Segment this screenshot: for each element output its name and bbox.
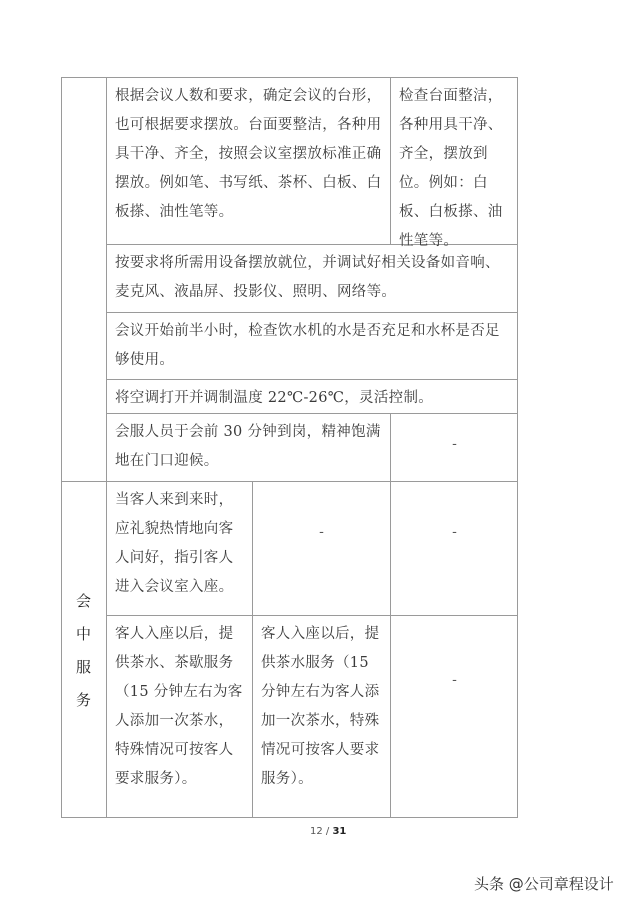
empty-cell-dash: - <box>319 524 324 540</box>
col-divider <box>390 413 391 818</box>
table-cell: 客人入座以后，提供茶水服务（15 分钟左右为客人添加一次茶水，特殊情况可按客人要求服务）。 <box>261 626 380 787</box>
table-cell: 客人入座以后，提供茶水、茶歇服务（15 分钟左右为客人添加一次茶水，特殊情况可按客人要求服务）。 <box>115 626 243 787</box>
table-cell: 当客人来到来时，应礼貌热情地向客人问好，指引客人进入会议室入座。 <box>115 492 234 595</box>
table-cell: 将空调打开并调制温度 22℃-26℃，灵活控制。 <box>115 390 434 406</box>
table-cell: 会服人员于会前 30 分钟到岗，精神饱满地在门口迎候。 <box>115 424 381 469</box>
empty-cell-dash: - <box>452 524 457 540</box>
watermark: 头条 @公司章程设计 <box>474 875 614 893</box>
empty-cell-dash: - <box>452 436 457 452</box>
section-label-in-meeting: 会 中 服 务 <box>75 592 91 709</box>
page-indicator: 12 / 31 <box>310 826 347 837</box>
table-cell: 检查台面整洁，各种用具干净、齐全，摆放到位。例如：白板、白板搽、油性笔等。 <box>399 88 503 249</box>
table-cell: 会议开始前半小时，检查饮水机的水是否充足和水杯是否足够使用。 <box>115 323 500 368</box>
table-cell: 根据会议人数和要求，确定会议的台形，也可根据要求摆放。台面要整洁，各种用具干净、齐全，按照会议室摆放标准正确摆放。例如笔、书写纸、茶杯、白板、白板搽、油性笔等。 <box>115 88 382 220</box>
empty-cell-dash: - <box>452 672 457 688</box>
table-cell: 按要求将所需用设备摆放就位，并调试好相关设备如音响、麦克风、液晶屏、投影仪、照明、网络等。 <box>115 255 500 300</box>
